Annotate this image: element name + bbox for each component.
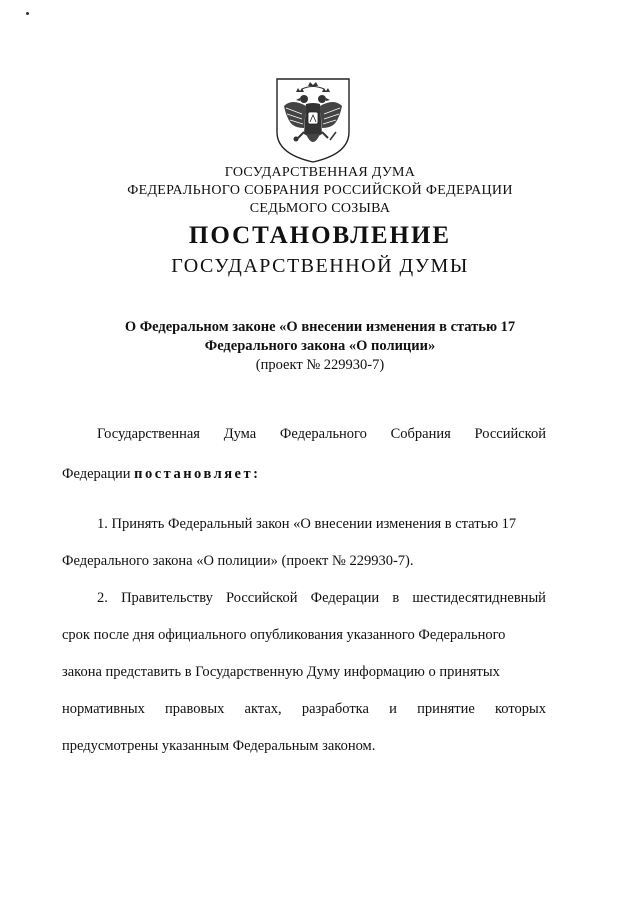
law-title-line-1: О Федеральном законе «О внесении изменения в статью 17	[124, 319, 516, 335]
preamble-line-2	[62, 466, 546, 483]
item-2-word: разработка	[301, 701, 369, 717]
item-2-word: нормативных	[62, 701, 145, 717]
law-title-line-2: Федерального закона «О полиции»	[204, 338, 436, 354]
preamble-word: Российской	[474, 426, 546, 442]
item-2-word: которых	[494, 701, 546, 717]
item-2-word: правовых	[165, 701, 225, 717]
header-line-3: СЕДЬМОГО СОЗЫВА	[249, 201, 391, 216]
document-subtitle: ГОСУДАРСТВЕННОЙ ДУМЫ	[171, 255, 469, 277]
item-2-word: актах,	[244, 701, 282, 717]
item-2-line-3: закона представить в Государственную Думу информацию о принятых	[62, 664, 500, 680]
item-1-line-1: 1. Принять Федеральный закон «О внесении изменения в статью 17	[97, 516, 517, 532]
item-2-word: Федерации	[310, 590, 380, 606]
item-2-word: Правительству	[121, 590, 213, 606]
item-2-word: и	[389, 701, 397, 717]
item-2-word: шестидесятидневный	[412, 590, 546, 606]
preamble-line-1	[97, 426, 546, 443]
preamble-word: Дума	[223, 426, 257, 442]
item-2-line-2: срок после дня официального опубликования указанного Федерального	[62, 627, 506, 643]
project-number: (проект № 229930-7)	[255, 357, 385, 373]
document-title: ПОСТАНОВЛЕНИЕ	[188, 222, 452, 249]
item-2-line-1	[97, 590, 546, 607]
item-2-line-4	[62, 701, 546, 718]
item-2-word: в	[392, 590, 400, 606]
item-2-word: Российской	[226, 590, 298, 606]
russian-coat-of-arms-icon	[274, 76, 352, 164]
preamble-federation: Федерации	[62, 466, 131, 482]
preamble-word: Государственная	[97, 426, 200, 442]
preamble-word: Собрания	[390, 426, 451, 442]
header-line-1: ГОСУДАРСТВЕННАЯ ДУМА	[224, 165, 416, 180]
item-2-line-5: предусмотрены указанным Федеральным законом.	[62, 738, 376, 754]
item-2-word: 2.	[97, 590, 108, 606]
scan-speck	[26, 12, 29, 15]
resolves-word: постановляет:	[134, 466, 261, 482]
item-2-word: принятие	[417, 701, 475, 717]
header-line-2: ФЕДЕРАЛЬНОГО СОБРАНИЯ РОССИЙСКОЙ ФЕДЕРАЦИИ	[127, 183, 513, 198]
item-1-line-2: Федерального закона «О полиции» (проект № 229930-7).	[62, 553, 414, 569]
preamble-word: Федерального	[279, 426, 367, 442]
